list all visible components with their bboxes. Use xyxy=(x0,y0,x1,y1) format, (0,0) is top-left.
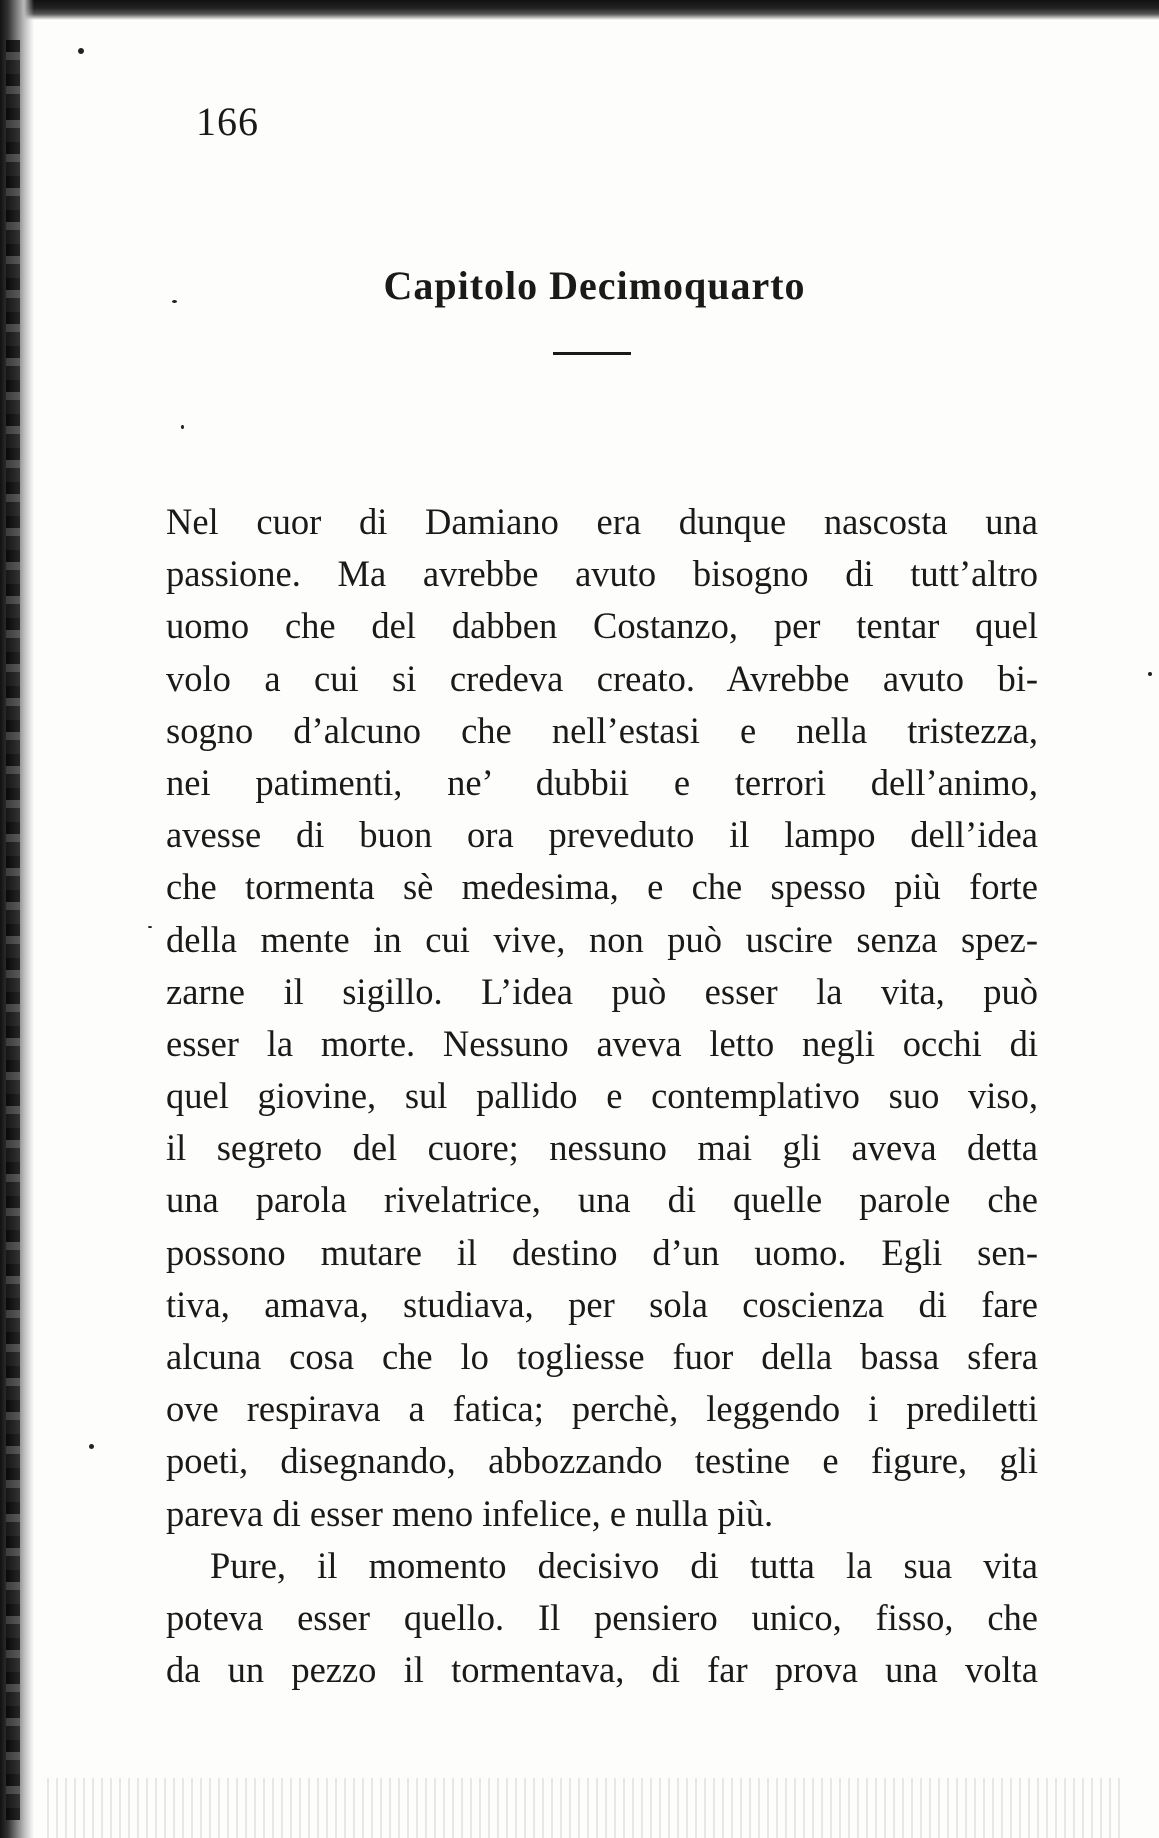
text-line: Nel cuor di Damiano era dunque nascosta una xyxy=(166,501,1038,542)
title-rule xyxy=(553,352,631,355)
text-line: poteva esser quello. Il pensiero unico, fisso, che xyxy=(166,1596,1038,1638)
text-line: volo a cui si credeva creato. Avrebbe avuto bi- xyxy=(166,657,1038,699)
body-text xyxy=(166,496,1038,1696)
text-line: esser la morte. Nessuno aveva letto negli occhi di xyxy=(166,1022,1038,1064)
text-line: uomo che del dabben Costanzo, per tentar quel xyxy=(166,605,1038,647)
text-line: possono mutare il destino d’un uomo. Egli sen- xyxy=(166,1231,1038,1273)
text-line: il segreto del cuore; nessuno mai gli aveva detta xyxy=(166,1127,1038,1169)
scan-speck xyxy=(148,926,152,928)
text-line: che tormenta sè medesima, e che spesso più forte xyxy=(166,866,1038,908)
text-line: sogno d’alcuno che nell’estasi e nella tristezza, xyxy=(166,709,1038,751)
scan-speck xyxy=(78,48,84,54)
text-line: avesse di buon ora preveduto il lampo dell’idea xyxy=(166,814,1038,856)
page-number: 166 xyxy=(196,99,259,144)
text-line: una parola rivelatrice, una di quelle parole che xyxy=(166,1179,1038,1221)
text-line: quel giovine, sul pallido e contemplativo suo viso, xyxy=(166,1075,1038,1117)
text-line: Pure, il momento decisivo di tutta la sua vita xyxy=(210,1544,1038,1586)
text-line: della mente in cui vive, non può uscire senza spez- xyxy=(166,918,1038,960)
text-line: nei patimenti, ne’ dubbii e terrori dell’animo, xyxy=(166,761,1038,803)
text-line: passione. Ma avrebbe avuto bisogno di tutt’altro xyxy=(166,553,1038,595)
scan-speck xyxy=(1148,672,1152,676)
bottom-scan-noise xyxy=(40,1778,1120,1838)
text-line: tiva, amava, studiava, per sola coscienza di fare xyxy=(166,1283,1038,1325)
chapter-title: Capitolo Decimoquarto xyxy=(383,263,806,308)
scan-speck xyxy=(89,1444,94,1449)
scan-speck xyxy=(181,425,184,429)
page-top-shadow xyxy=(0,0,1159,20)
text-line: da un pezzo il tormentava, di far prova una volta xyxy=(166,1649,1038,1691)
text-line: zarne il sigillo. L’idea può esser la vita, può xyxy=(166,970,1038,1012)
text-line: alcuna cosa che lo togliesse fuor della bassa sfera xyxy=(166,1336,1038,1377)
text-line: pareva di esser meno infelice, e nulla più. xyxy=(166,1492,774,1534)
text-line: ove respirava a fatica; perchè, leggendo i prediletti xyxy=(166,1388,1038,1430)
text-line: poeti, disegnando, abbozzando testine e figure, gli xyxy=(166,1440,1038,1482)
